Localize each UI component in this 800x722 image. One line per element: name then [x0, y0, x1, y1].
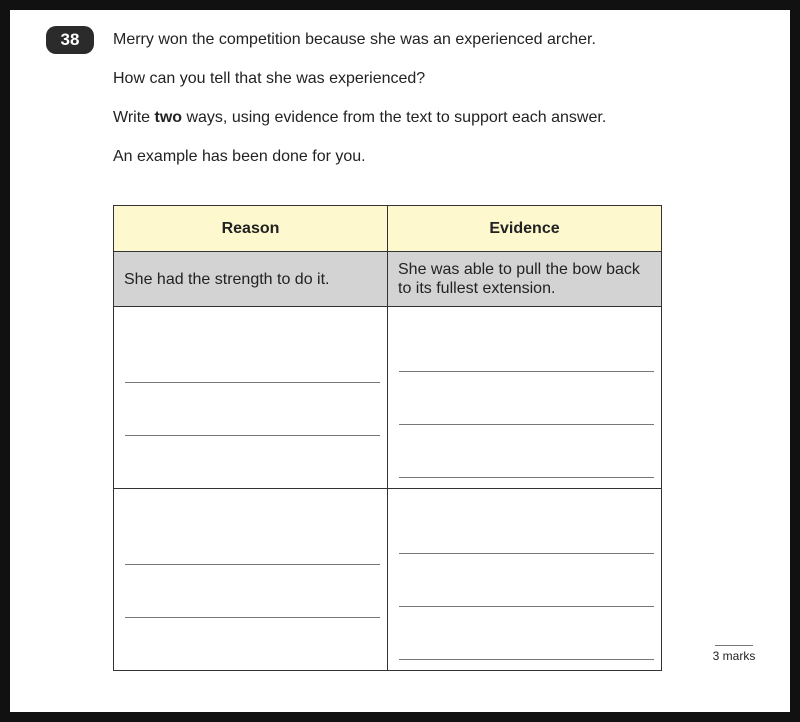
writing-line[interactable]	[399, 553, 654, 554]
marks-label: 3 marks	[712, 649, 756, 663]
writing-line[interactable]	[125, 435, 380, 436]
writing-line[interactable]	[399, 606, 654, 607]
question-statement: Merry won the competition because she was an experienced archer.	[113, 31, 596, 48]
exam-page	[10, 10, 790, 712]
question-number-badge: 38	[46, 26, 94, 54]
header-reason: Reason	[114, 206, 388, 252]
example-note: An example has been done for you.	[113, 148, 366, 165]
answer-evidence-cell-1[interactable]	[388, 307, 662, 489]
marks-line	[715, 645, 753, 646]
question-instruction: Write two ways, using evidence from the text to support each answer.	[113, 109, 607, 126]
answer-evidence-cell-2[interactable]	[388, 489, 662, 671]
writing-line[interactable]	[399, 659, 654, 660]
example-reason: She had the strength to do it.	[114, 252, 388, 307]
writing-line[interactable]	[399, 424, 654, 425]
header-evidence: Evidence	[388, 206, 662, 252]
answer-reason-cell-2[interactable]	[114, 489, 388, 671]
writing-line[interactable]	[399, 477, 654, 478]
example-evidence: She was able to pull the bow back to its fullest extension.	[388, 252, 662, 307]
marks-box	[710, 645, 758, 663]
writing-line[interactable]	[399, 371, 654, 372]
writing-line[interactable]	[125, 382, 380, 383]
writing-line[interactable]	[125, 617, 380, 618]
writing-line[interactable]	[125, 564, 380, 565]
answer-table	[113, 205, 662, 671]
answer-reason-cell-1[interactable]	[114, 307, 388, 489]
question-prompt: How can you tell that she was experienced?	[113, 70, 426, 87]
